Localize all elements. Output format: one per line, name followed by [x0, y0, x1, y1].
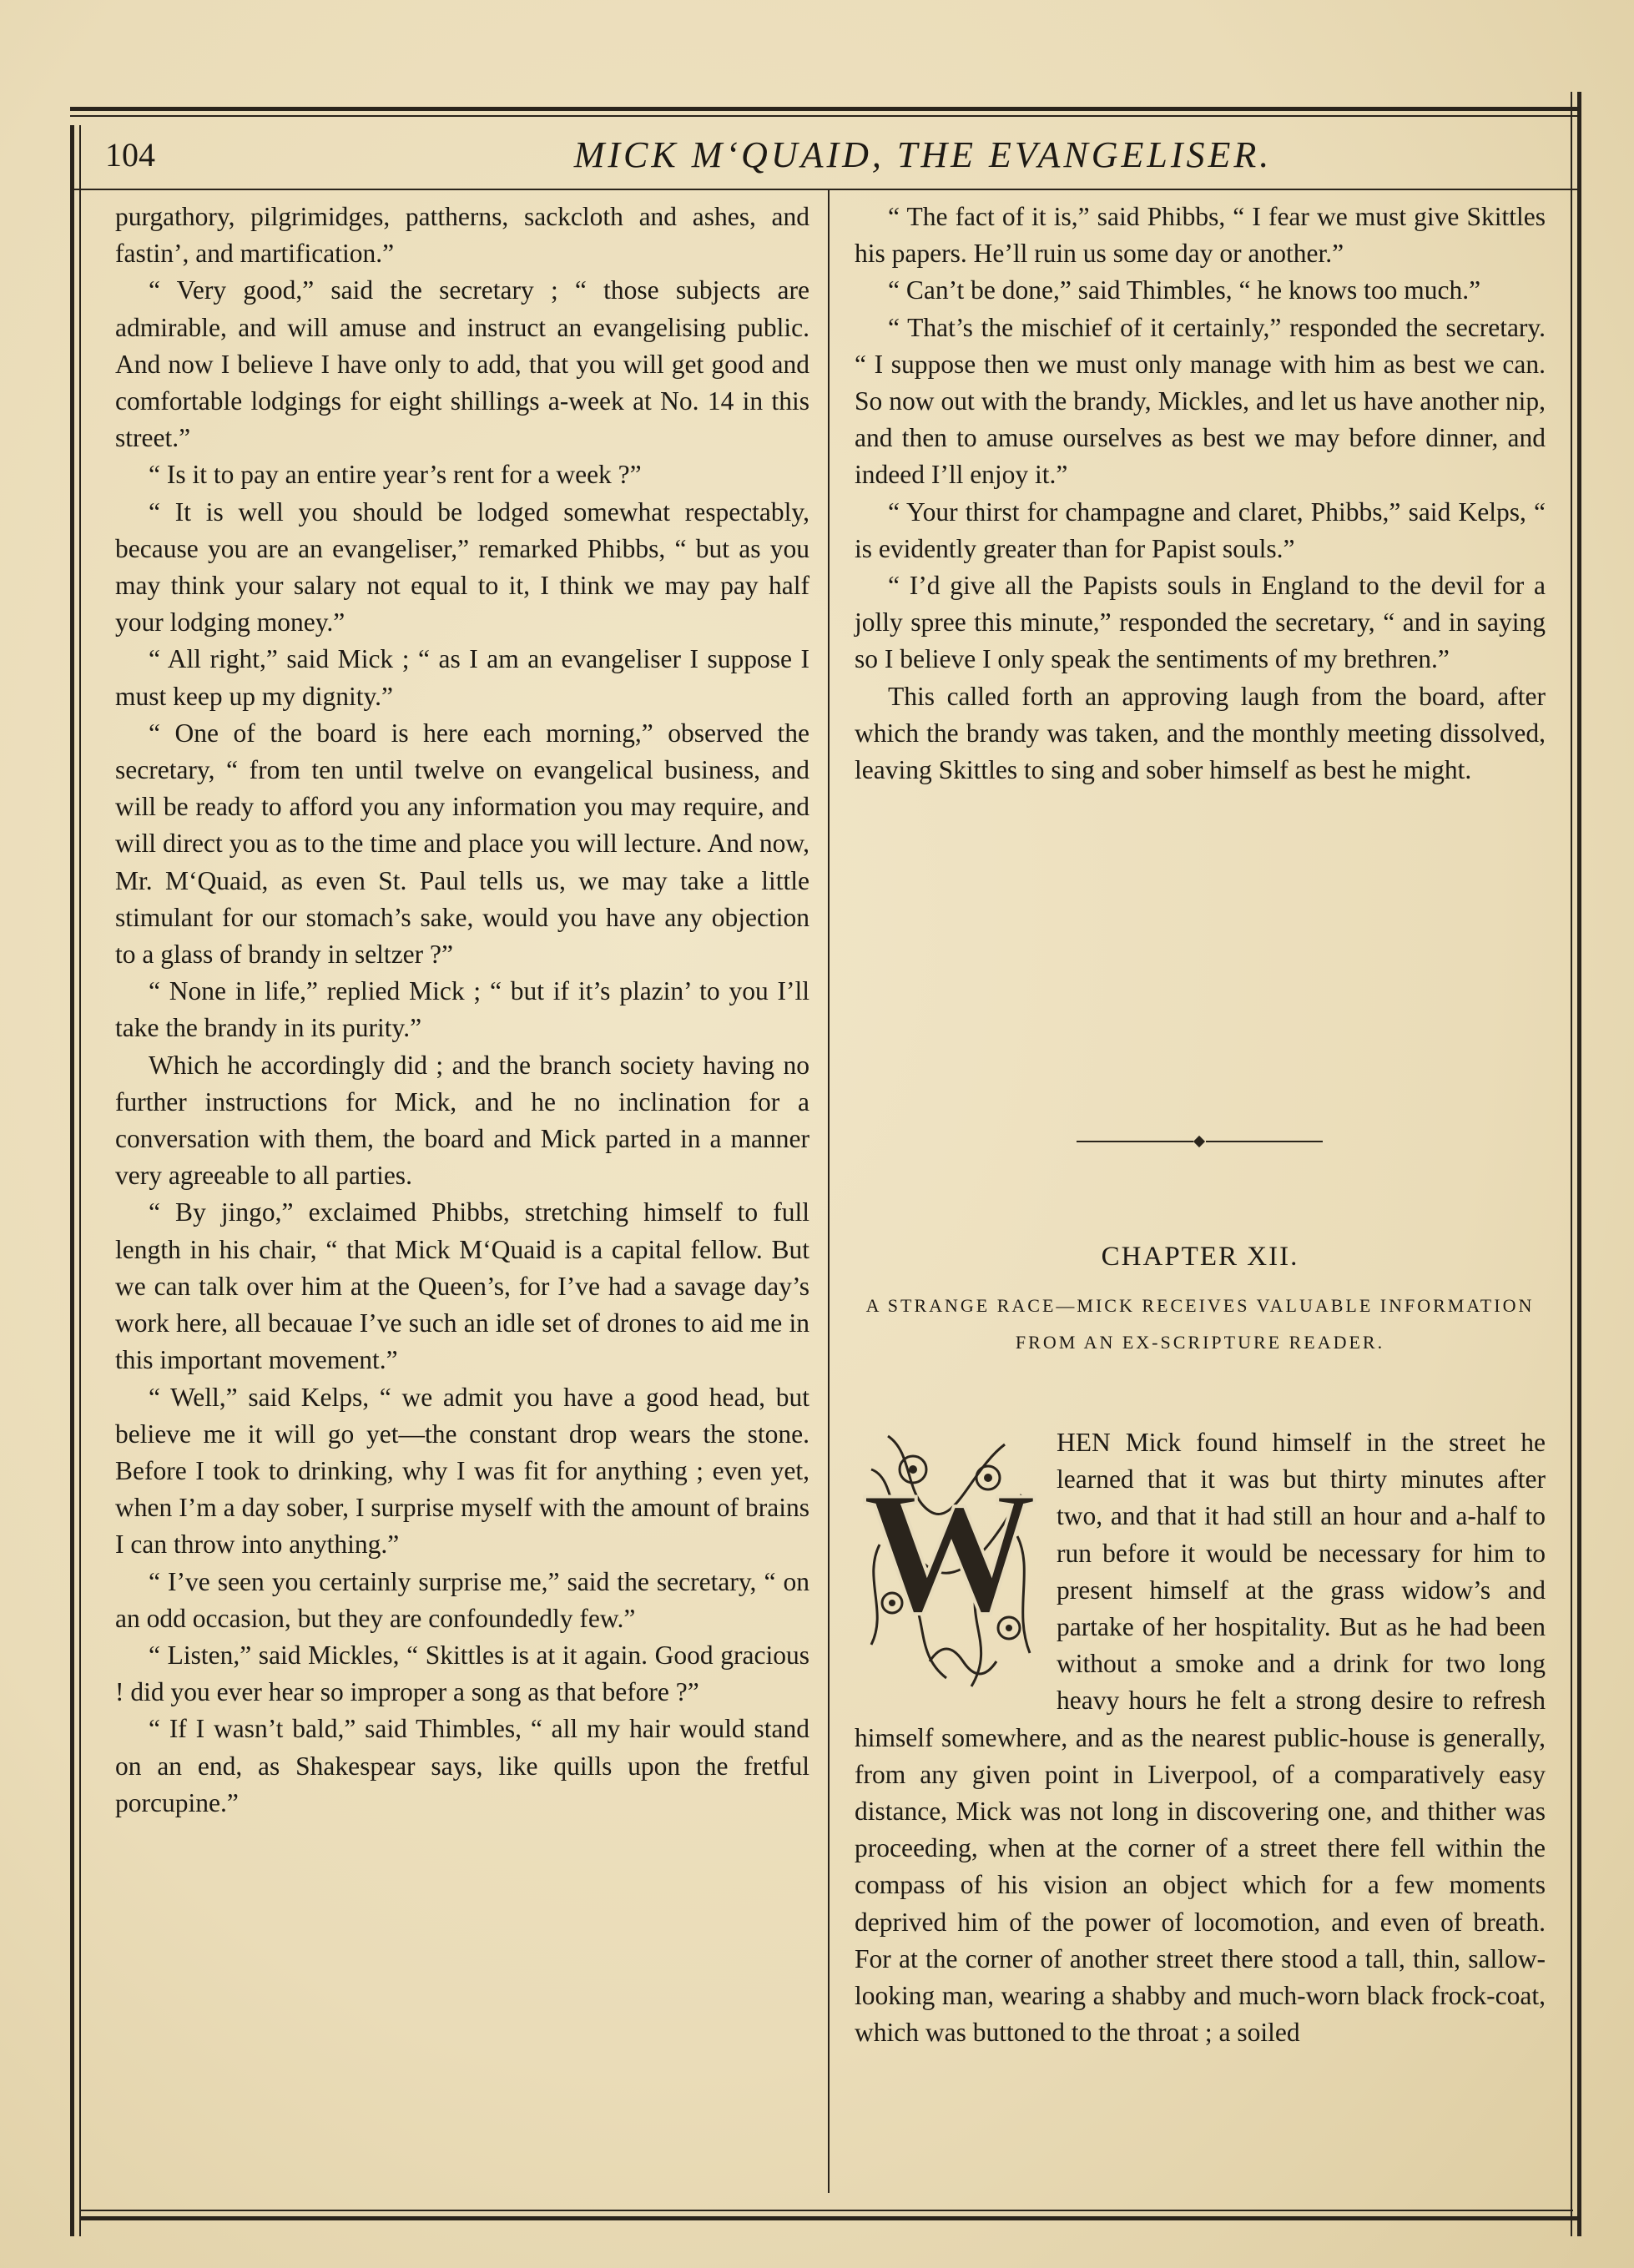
paragraph: “ All right,” said Mick ; “ as I am an evangeliser I suppose I must keep up my dignity.” [115, 644, 809, 711]
drop-cap-illustration [855, 1419, 1045, 1696]
paragraph: “ Is it to pay an entire year’s rent for a week ?” [149, 460, 642, 490]
chapter-subtitle: A STRANGE RACE—MICK RECEIVES VALUABLE INFORMATION FROM AN EX-SCRIPTURE READER. [865, 1295, 1535, 1353]
page-header [105, 125, 1607, 184]
paragraph: “ None in life,” replied Mick ; “ but if it’s plazin’ to you I’ll take the brandy in its purity.” [115, 976, 809, 1043]
right-column [855, 199, 1546, 789]
left-border-thin [79, 125, 81, 2236]
chapter-heading: CHAPTER XII. [1101, 1242, 1299, 1272]
paragraph: “ It is well you should be lodged somewhat respectably, because you are an evangeliser,” remarked Phibbs, “ but as you may think your salary not equal to it, I think we may pay half your lodging money.” [115, 496, 809, 638]
paragraph: “ Well,” said Kelps, “ we admit you have a good head, but believe me it will go yet—the constant drop wears the stone. Before I took to drinking, why I was fit for anything ; even yet, when I’m a day sober, I surprise myself with the amount of brains I can throw into anything.” [115, 1382, 809, 1560]
paragraph: “ If I wasn’t bald,” said Thimbles, “ all my hair would stand on an end, as Shakespear says, like quills upon the fretful porcupine.” [115, 1714, 809, 1817]
header-rule [70, 189, 1577, 190]
page-number: 104 [105, 136, 155, 174]
paragraph: “ Your thirst for champagne and claret, Phibbs,” said Kelps, “ is evidently greater than for Papist souls.” [855, 496, 1546, 563]
right-border-thin [1571, 92, 1572, 2236]
paragraph: “ I’ve seen you certainly surprise me,” said the secretary, “ on an odd occasion, but they are confoundedly few.” [115, 1566, 809, 1633]
bottom-rule-thin [79, 2210, 1573, 2211]
bottom-rule-thick [79, 2216, 1581, 2220]
paragraph: “ Very good,” said the secretary ; “ those subjects are admirable, and will amuse and instruct an evangelising public. And now I believe I have only to add, that you will get good and comfortable lodgings for eight shillings a-week at No. 14 in this street.” [115, 275, 809, 453]
chapter-opening [855, 1424, 1546, 2051]
paragraph: “ That’s the mischief of it certainly,” responded the secretary. “ I suppose then we must only manage with him as best we can. So now out with the brandy, Mickles, and let us have another nip, and then to amuse ourselves as best we may before dinner, and indeed I’ll enjoy it.” [855, 312, 1546, 490]
paragraph: Which he accordingly did ; and the branch society having no further instructions for Mick, and he no inclination for a conversation with them, the board and Mick parted in a manner very agreeable to all parties. [115, 1050, 809, 1191]
paragraph: “ Can’t be done,” said Thimbles, “ he knows too much.” [888, 275, 1481, 305]
paragraph: “ Listen,” said Mickles, “ Skittles is at it again. Good gracious ! did you ever hear so improper a song as that before ?” [115, 1640, 809, 1707]
column-divider [828, 190, 830, 2193]
paragraph: “ The fact of it is,” said Phibbs, “ I fear we must give Skittles his papers. He’ll ruin us some day or another.” [855, 202, 1546, 269]
paragraph: This called forth an approving laugh from the board, after which the brandy was taken, and the monthly meeting dissolved, leaving Skittles to sing and sober himself as best he might. [855, 681, 1546, 785]
paragraph: “ One of the board is here each morning,” observed the secretary, “ from ten until twelve on evangelical business, and will be ready to afford you any information you may require, and will direct you as to the time and place you will lecture. And now, Mr. M‘Quaid, as even St. Paul tells us, we may take a little stimulant for our stomach’s sake, would you have any objection to a glass of brandy in seltzer ?” [115, 718, 809, 970]
left-column [115, 199, 809, 1822]
top-rule-thick [70, 107, 1577, 111]
chapter-body-text: HEN Mick found himself in the street he learned that it was but thirty minutes after two, and that it had still an hour and a-half to run before it would be necessary for him to present himself at the grass widow’s and partake of her hospitality. But as he had been without a smoke and a drink for two long heavy hours he felt a strong desire to refresh himself somewhere, and as the nearest public-house is generally, from any given point in Liverpool, of a comparatively easy distance, Mick was not long in discovering one, and thither was proceeding, when at the corner of a street there fell within the compass of his vision an object which for a few moments deprived him of the power of locomotion, and even of breath. For at the corner of another street there stood a tall, thin, sallow-looking man, wearing a shabby and much-worn black frock-coat, which was buttoned to the throat ; a soiled [855, 1428, 1546, 2048]
svg-text:W: W [862, 1456, 1037, 1650]
running-title: MICK M‘QUAID, THE EVANGELISER. [573, 134, 1273, 175]
paragraph: “ I’d give all the Papists souls in England to the devil for a jolly spree this minute,” responded the secretary, “ and in saying so I believe I only speak the sentiments of my brethren.” [855, 571, 1546, 674]
section-divider-ornament [1077, 1137, 1323, 1146]
right-border-thick [1577, 92, 1581, 2236]
floral-drop-cap-icon [855, 1419, 1045, 1696]
left-border-thick [70, 125, 74, 2236]
top-rule-thin [70, 115, 1577, 117]
paragraph: purgathory, pilgrimidges, pattherns, sackcloth and ashes, and fastin’, and martification.” [115, 202, 809, 269]
paragraph: “ By jingo,” exclaimed Phibbs, stretching himself to full length in his chair, “ that Mick M‘Quaid is a capital fellow. But we can talk over him at the Queen’s, for I’ve had a savage day’s work here, all becauae I’ve such an idle set of drones to aid me in this important movement.” [115, 1197, 809, 1375]
